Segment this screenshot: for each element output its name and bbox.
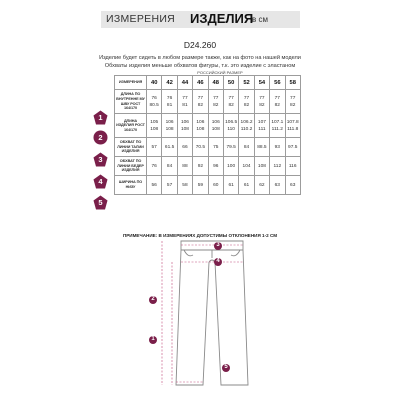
- size-cell: 50: [223, 76, 238, 90]
- value-cell: 61: [223, 176, 238, 195]
- fit-note: Изделие будет сидеть в любом размере также, как на фото на нашей модели: [99, 55, 301, 61]
- row-label: ДЛИНА ПО ВНУТРЕННЕ МУ ШВУ РОСТ 164/170: [115, 90, 147, 114]
- value-cell: 66: [177, 138, 192, 157]
- value-height-164: 77: [213, 95, 219, 101]
- value-cell: 88.5: [254, 138, 269, 157]
- value-height-164: 77: [197, 95, 204, 101]
- value-height-164: 107.1: [271, 119, 284, 125]
- pocket-left: [184, 250, 193, 256]
- value-height-170: 82: [290, 102, 296, 108]
- value-cell: 76: [147, 157, 162, 176]
- value-height-170: 82: [259, 102, 265, 108]
- value-height-164: 107.8: [286, 119, 299, 125]
- badge-number: 3: [98, 155, 103, 164]
- value-height-164: 106.2: [240, 119, 253, 125]
- product-code: D24.260: [183, 40, 217, 50]
- value-height-164: 77: [290, 95, 296, 101]
- badge-number: 4: [98, 177, 103, 186]
- value-height-170: 82: [228, 102, 234, 108]
- value-height-170: 111.2: [271, 126, 283, 132]
- row-label: ШИРИНА ПО НИЗУ: [115, 176, 147, 195]
- value-height-170: 80.5: [149, 102, 159, 108]
- value-height-164: 77: [243, 95, 250, 101]
- value-cell: 60: [208, 176, 223, 195]
- value-cell: 116: [285, 157, 300, 176]
- row-label: ОБХВАТ ПО ЛИНИИ ТАЛИИ ИЗДЕЛИЯ: [115, 138, 147, 157]
- size-cell: 56: [270, 76, 285, 90]
- value-cell: 79.5: [223, 138, 238, 157]
- drawing-badge-3: 3: [216, 242, 220, 248]
- value-height-164: 106: [211, 119, 220, 125]
- value-cell: 56: [147, 176, 162, 195]
- value-height-164: 106: [180, 119, 189, 125]
- value-cell: 84: [239, 138, 254, 157]
- value-cell: 63: [285, 176, 300, 195]
- value-height-170: 108: [196, 126, 205, 132]
- value-cell: 75: [208, 138, 223, 157]
- value-height-164: 107: [257, 119, 266, 125]
- trousers-outline: [176, 241, 248, 385]
- value-cell: 58: [177, 176, 192, 195]
- value-height-170: 111.8: [287, 126, 299, 132]
- value-height-164: 106: [196, 119, 205, 125]
- value-height-170: 108: [150, 126, 159, 132]
- corner-label: ИЗМЕРЕНИЯ: [115, 76, 147, 90]
- value-cell: 59: [193, 176, 208, 195]
- value-height-170: 81: [166, 102, 173, 108]
- title-unit: в см: [252, 15, 268, 24]
- drawing-badge-5: 5: [224, 364, 228, 370]
- left-leg-outline: [176, 250, 209, 385]
- deviation-note: ПРИМЕЧАНИЕ: В ИЗМЕРЕНИЯХ ДОПУСТИМЫ ОТКЛОНЕНИЯ 1-2 СМ: [122, 233, 278, 238]
- title-product: ИЗДЕЛИЯ: [190, 11, 254, 26]
- size-header: РОССИЙСКИЙ РАЗМЕР: [197, 70, 243, 75]
- value-height-164: 105: [150, 119, 159, 125]
- value-cell: 93: [270, 138, 285, 157]
- size-cell: 46: [193, 76, 208, 90]
- value-height-170: 108: [180, 126, 189, 132]
- value-height-170: 82: [213, 102, 219, 108]
- value-cell: 63: [270, 176, 285, 195]
- value-height-164: 77: [274, 95, 280, 101]
- value-cell: 57: [162, 176, 177, 195]
- value-height-164: 76: [166, 95, 173, 101]
- value-height-170: 82: [197, 102, 204, 108]
- size-cell: 40: [147, 76, 162, 90]
- value-height-170: 111: [258, 126, 266, 132]
- value-cell: 92: [193, 157, 208, 176]
- value-cell: 57: [147, 138, 162, 157]
- value-height-170: 82: [243, 102, 250, 108]
- size-cell: 54: [254, 76, 269, 90]
- size-cell: 58: [285, 76, 300, 90]
- size-cell: 42: [162, 76, 177, 90]
- value-height-170: 82: [274, 102, 280, 108]
- size-cell: 52: [239, 76, 254, 90]
- value-cell: 96: [208, 157, 223, 176]
- value-cell: 104: [239, 157, 254, 176]
- value-cell: 97.5: [285, 138, 300, 157]
- title-measurements: ИЗМЕРЕНИЯ: [106, 13, 176, 25]
- value-cell: 70.5: [193, 138, 208, 157]
- drawing-badge-1: 1: [151, 336, 155, 342]
- badge-number: 1: [98, 113, 103, 122]
- value-height-164: 77: [259, 95, 265, 101]
- drawing-badge-4: 4: [216, 258, 220, 264]
- badge-number: 5: [98, 198, 103, 207]
- value-height-164: 77: [228, 95, 234, 101]
- row-label: ДЛИНА ИЗДЕЛИЯ РОСТ 164/170: [115, 114, 147, 138]
- value-height-170: 110: [227, 126, 235, 132]
- right-leg-outline: [215, 250, 248, 385]
- value-cell: 112: [270, 157, 285, 176]
- value-cell: 62: [254, 176, 269, 195]
- value-cell: 84: [162, 157, 177, 176]
- value-cell: 61.5: [162, 138, 177, 157]
- value-height-164: 76: [151, 95, 157, 101]
- value-cell: 108: [254, 157, 269, 176]
- value-height-164: 77: [182, 95, 188, 101]
- value-cell: 88: [177, 157, 192, 176]
- value-height-170: 110.2: [240, 126, 253, 132]
- value-height-170: 108: [211, 126, 220, 132]
- value-height-170: 108: [165, 126, 174, 132]
- waistband-outline: [181, 241, 243, 250]
- row-label: ОБХВАТ ПО ЛИНИИ БЕДЕР ИЗДЕЛИЯ: [115, 157, 147, 176]
- size-cell: 44: [177, 76, 192, 90]
- pocket-right: [231, 250, 240, 256]
- value-cell: 100: [223, 157, 238, 176]
- value-cell: 61: [239, 176, 254, 195]
- value-height-164: 106: [165, 119, 174, 125]
- size-cell: 48: [208, 76, 223, 90]
- value-height-164: 106.5: [225, 119, 238, 125]
- elastane-note: Обхваты изделия меньше обхватов фигуры, т.к. это изделие с эластаном: [104, 63, 296, 69]
- value-height-170: 81: [182, 102, 188, 108]
- badge-number: 2: [98, 133, 103, 142]
- drawing-badge-2: 2: [151, 296, 155, 302]
